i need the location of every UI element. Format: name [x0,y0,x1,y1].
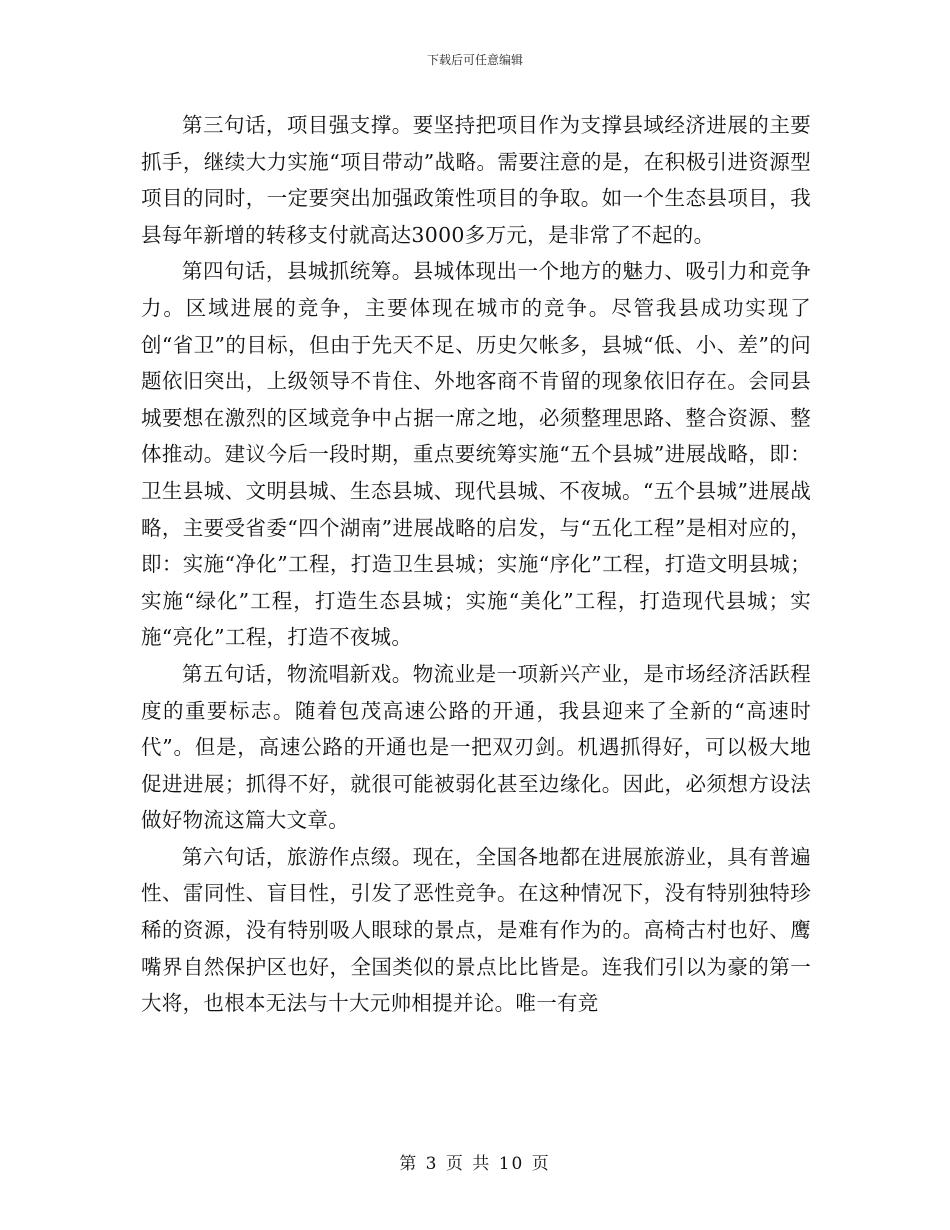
paragraph-tourism: 第六句话，旅游作点缀。现在，全国各地都在进展旅游业，具有普遍性、雷同性、盲目性，引发了恶性竞争。在这种情况下，没有特别独特珍稀的资源，没有特别吸人眼球的景点，是难有作为的。高椅古村也好、鹰嘴界自然保护区也好，全国类似的景点比比皆是。连我们引以为豪的第一大将，也根本无法与十大元帅相提并论。唯一有竞 [141,844,811,1016]
paragraph-project-support: 第三句话，项目强支撑。要坚持把项目作为支撑县域经济进展的主要抓手，继续大力实施“项目带动”战略。需要注意的是，在积极引进资源型项目的同时，一定要突出加强政策性项目的争取。如一个生态县项目，我县每年新增的转移支付就高达3000多万元，是非常了不起的。 [141,113,811,247]
paragraph-logistics: 第五句话，物流唱新戏。物流业是一项新兴产业，是市场经济活跃程度的重要标志。随着包茂高速公路的开通，我县迎来了全新的“高速时代”。但是，高速公路的开通也是一把双刃剑。机遇抓得好，可以极大地促进进展；抓得不好，就很可能被弱化甚至边缘化。因此，必须想方设法做好物流这篇大文章。 [141,661,811,833]
document-body [141,107,811,1022]
page-header: 下载后可任意编辑 [426,53,523,67]
page-number-footer: 第 3 页 共 10 页 [399,1154,551,1174]
paragraph-county-town: 第四句话，县城抓统筹。县城体现出一个地方的魅力、吸引力和竞争力。区域进展的竞争，主要体现在城市的竞争。尽管我县成功实现了创“省卫”的目标，但由于先天不足、历史欠帐多，县城“低、小、差”的问题依旧突出，上级领导不肯住、外地客商不肯留的现象依旧存在。会同县城要想在激烈的区域竞争中占据一席之地，必须整理思路、整合资源、整体推动。建议今后一段时期，重点要统筹实施“五个县城”进展战略，即：卫生县城、文明县城、生态县城、现代县城、不夜城。“五个县城”进展战略，主要受省委“四个湖南”进展战略的启发，与“五化工程”是相对应的，即：实施“净化”工程，打造卫生县城；实施“序化”工程，打造文明县城；实施“绿化”工程，打造生态县城；实施“美化”工程，打造现代县城；实施“亮化”工程，打造不夜城。 [141,259,811,650]
